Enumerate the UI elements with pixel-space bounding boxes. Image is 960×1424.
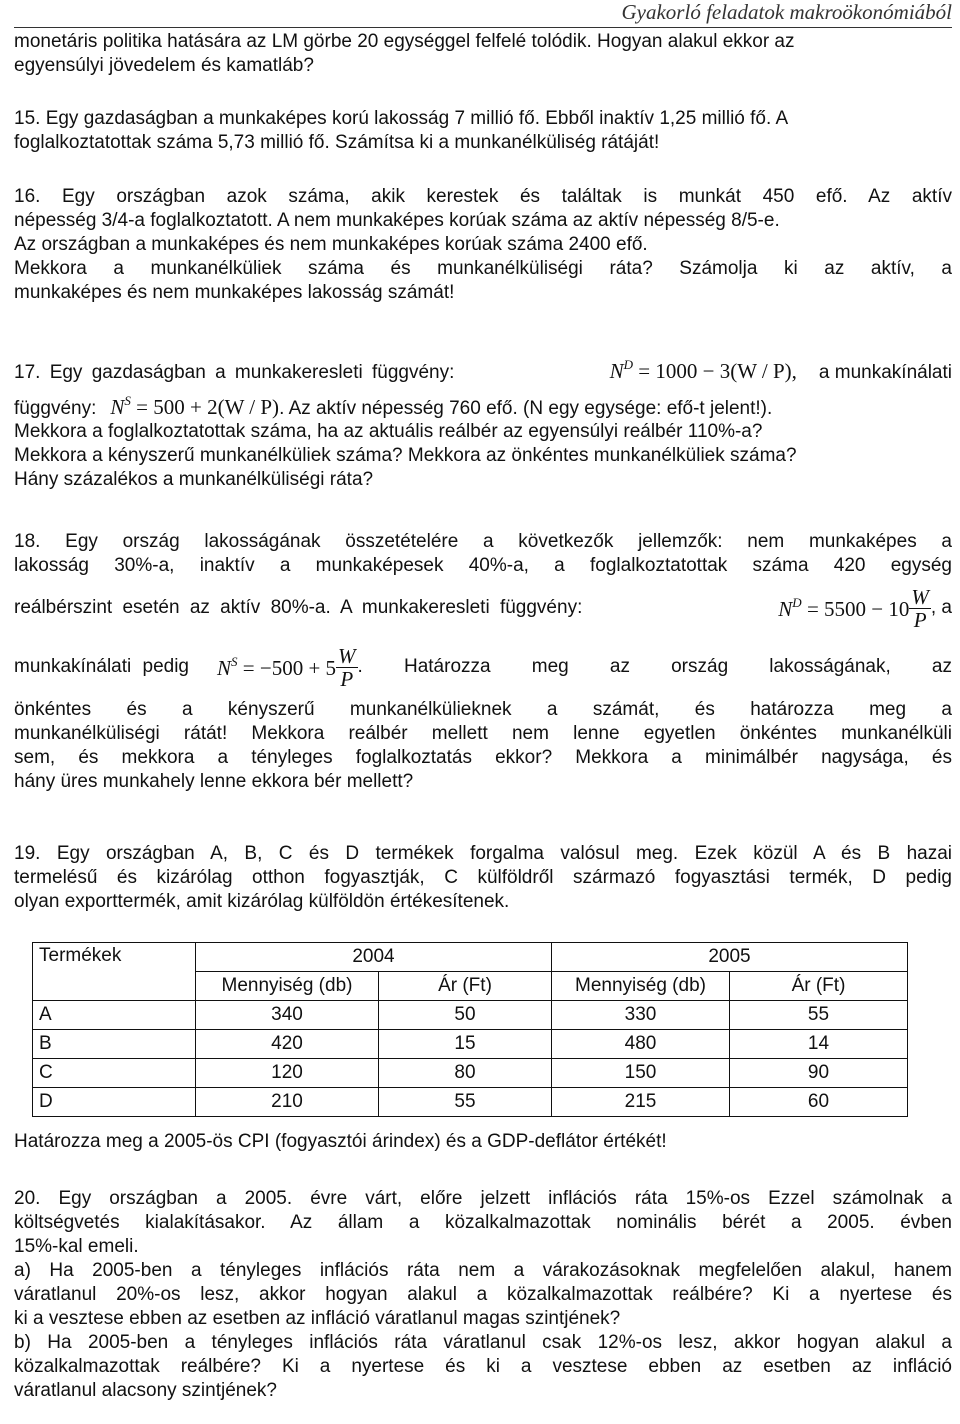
- table-cell: 420: [196, 1030, 379, 1059]
- text-segment: a munkakínálati: [818, 362, 952, 383]
- table-cell: 50: [379, 1001, 552, 1030]
- text-line: a) Ha 2005-ben a tényleges inflációs ráta nem a várakozásoknak megfelelően alakul, hanem: [14, 1260, 952, 1281]
- exercise-18: [14, 530, 952, 794]
- table-cell: 80: [379, 1059, 552, 1088]
- table-header-cell: Ár (Ft): [730, 972, 908, 1001]
- table-cell: 15: [379, 1030, 552, 1059]
- text-line: foglalkoztatottak száma 5,73 millió fő. Számítsa ki a munkanélküliség rátáját!: [14, 132, 660, 153]
- text-line: termelésű és kizárólag otthon fogyasztják, C külföldről származó fogyasztási termék, D pedig: [14, 867, 952, 888]
- table-header-cell: Mennyiség (db): [196, 972, 379, 1001]
- exercise-16: [14, 185, 952, 305]
- supply-formula: [217, 654, 336, 681]
- table-cell: 60: [730, 1088, 908, 1117]
- exercise-20: [14, 1187, 952, 1403]
- text-segment: munkakínálati pedig: [14, 656, 189, 677]
- text-line: lakosság 30%-a, inaktív a munkaképesek 40%-a, a foglalkoztatottak száma 420 egység: [14, 555, 952, 576]
- table-cell: 480: [552, 1030, 730, 1059]
- exercise-17: [14, 344, 952, 492]
- table-cell: 120: [196, 1059, 379, 1088]
- wage-fraction: [909, 586, 931, 631]
- formula-symbol: N: [778, 596, 793, 621]
- supply-function-line: [14, 636, 952, 698]
- exercise-19-question: [14, 1130, 952, 1154]
- table-header-cell: 2005: [552, 943, 908, 972]
- exercise-19: [14, 842, 952, 914]
- formula-superscript: D: [623, 357, 634, 372]
- text-line: egyensúlyi jövedelem és kamatláb?: [14, 55, 314, 76]
- table-cell: 330: [552, 1001, 730, 1030]
- text-line: népesség 3/4-a foglalkoztatott. A nem munkaképes korúak száma az aktív népesség 8/5-e.: [14, 210, 780, 231]
- text-line: olyan exporttermék, amit kizárólag külföldön értékesítenek.: [14, 891, 510, 912]
- text-line: közalkalmazottak reálbére? Ki a nyertese és ki a vesztese ebben az esetben az infláció: [14, 1356, 952, 1377]
- table-header-cell: Termékek: [33, 943, 196, 1001]
- text-line: 15%-kal emeli.: [14, 1236, 139, 1257]
- page-header-title: Gyakorló feladatok makroökonómiából: [621, 0, 952, 24]
- text-line: Hány százalékos a munkanélküliségi ráta?: [14, 469, 374, 490]
- text-line: munkanélküliségi rátát! Mekkora reálbér mellett nem lenne egyetlen önkéntes munkanélküli: [14, 723, 952, 744]
- table-cell: D: [33, 1088, 196, 1117]
- formula-symbol: N: [609, 359, 624, 383]
- fraction-numerator: W: [338, 643, 356, 668]
- table-header-cell: 2004: [196, 943, 552, 972]
- formula-expression: = 1000 − 3(W / P),: [633, 359, 797, 383]
- formula-superscript: S: [124, 393, 131, 408]
- table-cell: A: [33, 1001, 196, 1030]
- text-line: 20. Egy országban a 2005. évre várt, előre jelzett inflációs ráta 15%-os Ezzel számolnak a: [14, 1188, 952, 1209]
- demand-function-line: [14, 344, 952, 384]
- formula-expression: = −500 + 5: [237, 655, 337, 680]
- fraction-denominator: P: [913, 607, 927, 632]
- table-cell: 55: [379, 1088, 552, 1117]
- text-segment: reálbérszint esetén az aktív 80%-a. A munkakeresleti függvény:: [14, 597, 583, 618]
- text-segment: . Az aktív népesség 760 efő. (N egy egysége: efő-t jelent!).: [279, 398, 773, 419]
- table-cell: 215: [552, 1088, 730, 1117]
- text-line: Határozza meg a 2005-ös CPI (fogyasztói árindex) és a GDP-deflátor értékét!: [14, 1131, 667, 1152]
- formula-superscript: S: [231, 653, 238, 669]
- table-cell: 14: [730, 1030, 908, 1059]
- table-cell: 210: [196, 1088, 379, 1117]
- text-line: sem, és mekkora a tényleges foglalkoztatás ekkor? Mekkora a minimálbér nagysága, és: [14, 747, 952, 768]
- text-line: hány üres munkahely lenne ekkora bér mellett?: [14, 771, 414, 792]
- text-line: költségvetés kialakításakor. Az állam a közalkalmazottak nominális bérét a 2005. évben: [14, 1212, 952, 1233]
- text-line: Mekkora a munkanélküliek száma és munkanélküliségi ráta? Számolja ki az aktív, a: [14, 258, 952, 279]
- text-line: 19. Egy országban A, B, C és D termékek forgalma valósul meg. Ezek közül A és B hazai: [14, 843, 952, 864]
- demand-formula: [610, 357, 797, 384]
- formula-expression: = 5500 − 10: [801, 596, 910, 621]
- text-line: önkéntes és a kényszerű munkanélkülieknek a számát, és határozza meg a: [14, 699, 952, 720]
- text-segment: , a: [930, 597, 952, 618]
- text-segment: függvény:: [14, 398, 97, 419]
- exercise-15: [14, 107, 952, 155]
- text-line: munkaképes és nem munkaképes lakosság számát!: [14, 282, 455, 303]
- text-segment: . Határozza meg az ország lakosságának, az: [357, 656, 952, 677]
- text-line: váratlanul alacsony szintjének?: [14, 1380, 277, 1401]
- formula-expression: = 500 + 2(W / P): [130, 395, 280, 419]
- table-row: [33, 1030, 908, 1059]
- formula-symbol: N: [110, 395, 125, 419]
- supply-function-line: [14, 384, 952, 420]
- header-rule: [14, 27, 952, 28]
- text-line: Az országban a munkaképes és nem munkaképes korúak száma 2400 efő.: [14, 234, 648, 255]
- fraction-denominator: P: [340, 666, 354, 691]
- supply-formula: [110, 393, 279, 420]
- table-header-cell: Mennyiség (db): [552, 972, 730, 1001]
- table-header-cell: Ár (Ft): [379, 972, 552, 1001]
- text-line: Mekkora a kényszerű munkanélküliek száma? Mekkora az önkéntes munkanélküliek száma?: [14, 445, 797, 466]
- wage-fraction: [336, 645, 358, 690]
- text-line: Mekkora a foglalkoztatottak száma, ha az aktuális reálbér az egyensúlyi reálbér 110%-a?: [14, 421, 763, 442]
- text-line: 15. Egy gazdaságban a munkaképes korú lakosság 7 millió fő. Ebből inaktív 1,25 millió fő. A: [14, 108, 789, 129]
- text-line: ki a vesztese ebben az esetben az infláció váratlanul magas szintjének?: [14, 1308, 621, 1329]
- text-segment: 17. Egy gazdaságban a munkakeresleti függvény:: [14, 362, 455, 383]
- table-row: [33, 1059, 908, 1088]
- products-table: [32, 942, 908, 1117]
- formula-superscript: D: [792, 594, 802, 610]
- table-cell: C: [33, 1059, 196, 1088]
- fraction-numerator: W: [911, 584, 929, 609]
- table-row: [33, 1001, 908, 1030]
- table-cell: 55: [730, 1001, 908, 1030]
- table-header-row: [33, 943, 908, 972]
- demand-function-line: [14, 580, 952, 636]
- text-line: monetáris politika hatására az LM görbe 20 egységgel felfelé tolódik. Hogyan alakul ekkor az: [14, 31, 795, 52]
- intro-paragraph: [14, 30, 952, 78]
- table-cell: 340: [196, 1001, 379, 1030]
- table-cell: B: [33, 1030, 196, 1059]
- text-line: 16. Egy országban azok száma, akik kerestek és találtak is munkát 450 efő. Az aktív: [14, 186, 952, 207]
- text-line: váratlanul 20%-os lesz, akkor hogyan alakul a közalkalmazottak reálbére? Ki a nyertese és: [14, 1284, 952, 1305]
- formula-symbol: N: [217, 655, 232, 680]
- text-line: 18. Egy ország lakosságának összetételére a következők jellemzők: nem munkaképes a: [14, 531, 952, 552]
- table-cell: 90: [730, 1059, 908, 1088]
- demand-formula: [778, 595, 909, 622]
- table-cell: 150: [552, 1059, 730, 1088]
- text-line: b) Ha 2005-ben a tényleges inflációs ráta váratlanul csak 12%-os lesz, akkor hogyan alakul a: [14, 1332, 952, 1353]
- table-row: [33, 1088, 908, 1117]
